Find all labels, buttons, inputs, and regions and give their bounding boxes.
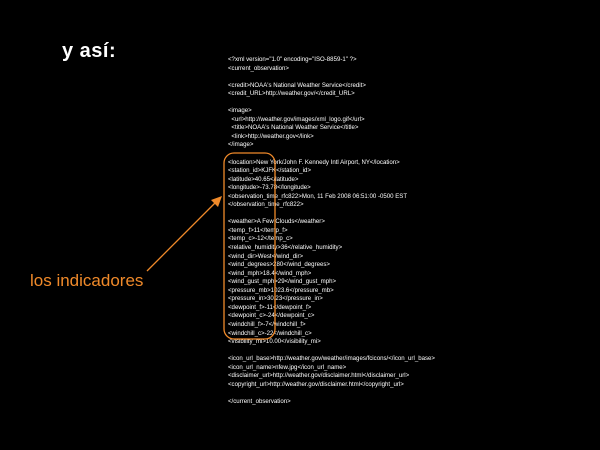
code-line: <pressure_mb>1023.6</pressure_mb> [228,286,334,294]
code-line: <observation_time_rfc822>Mon, 11 Feb 2008 06:51:00 -0500 EST [228,192,408,200]
xml-code-block [228,56,435,406]
code-line: <temp_c>-12</temp_c> [228,235,293,243]
code-line [228,73,435,82]
slide-title: y así: [62,40,117,62]
code-line: <longitude>-73.78</longitude> [228,184,311,192]
code-line: <windchill_f>-7</windchill_f> [228,320,306,328]
code-line: </image> [228,141,254,149]
code-line: </observation_time_rfc822> [228,201,304,209]
code-line: </current_observation> [228,397,291,405]
code-line: <dewpoint_f>-11</dewpoint_f> [228,303,312,311]
code-line: <credit_URL>http://weather.gov/</credit_URL> [228,90,355,98]
code-line: <station_id>KJFK</station_id> [228,167,311,175]
code-line: <latitude>40.65</latitude> [228,175,299,183]
code-line: <location>New York/John F. Kennedy Intl Airport, NY</location> [228,158,400,166]
code-line: <image> [228,107,252,115]
code-line: <link>http://weather.gov</link> [228,132,314,140]
code-line: <copyright_url>http://weather.gov/disclaimer.html</copyright_url> [228,380,404,388]
code-line: <icon_url_base>http://weather.gov/weather/images/fcicons/</icon_url_base> [228,355,435,363]
code-line [228,389,435,398]
code-line [228,99,435,108]
code-line [228,150,435,159]
code-line: <relative_humidity>36</relative_humidity> [228,244,343,252]
code-line: <wind_degrees>280</wind_degrees> [228,261,330,269]
code-line: <wind_dir>West</wind_dir> [228,252,304,260]
code-line: <windchill_c>-22</windchill_c> [228,329,312,337]
code-line: <temp_f>11</temp_f> [228,226,288,234]
code-line: <credit>NOAA's National Weather Service</credit> [228,81,366,89]
code-line [228,210,435,219]
code-line: <?xml version="1.0" encoding="ISO-8859-1" ?> [228,56,357,63]
code-line: <dewpoint_c>-24</dewpoint_c> [228,312,315,320]
code-line: <wind_gust_mph>29</wind_gust_mph> [228,278,337,286]
indicators-arrow [147,200,218,271]
code-line: <icon_url_name>nfew.jpg</icon_url_name> [228,363,347,371]
code-line [228,347,435,356]
code-line: <wind_mph>18.4</wind_mph> [228,269,312,277]
code-line: <disclaimer_url>http://weather.gov/disclaimer.html</disclaimer_url> [228,372,410,380]
code-line: <current_observation> [228,64,289,72]
arrow-head-icon [211,196,222,207]
code-line: <weather>A Few Clouds</weather> [228,218,325,226]
indicators-label: los indicadores [30,271,144,290]
code-line: <visibility_mi>10.00</visibility_mi> [228,338,321,346]
code-line: <pressure_in>30.23</pressure_in> [228,295,323,303]
code-line: <title>NOAA's National Weather Service</title> [228,124,359,132]
code-line: <url>http://weather.gov/images/xml_logo.gif</url> [228,115,365,123]
